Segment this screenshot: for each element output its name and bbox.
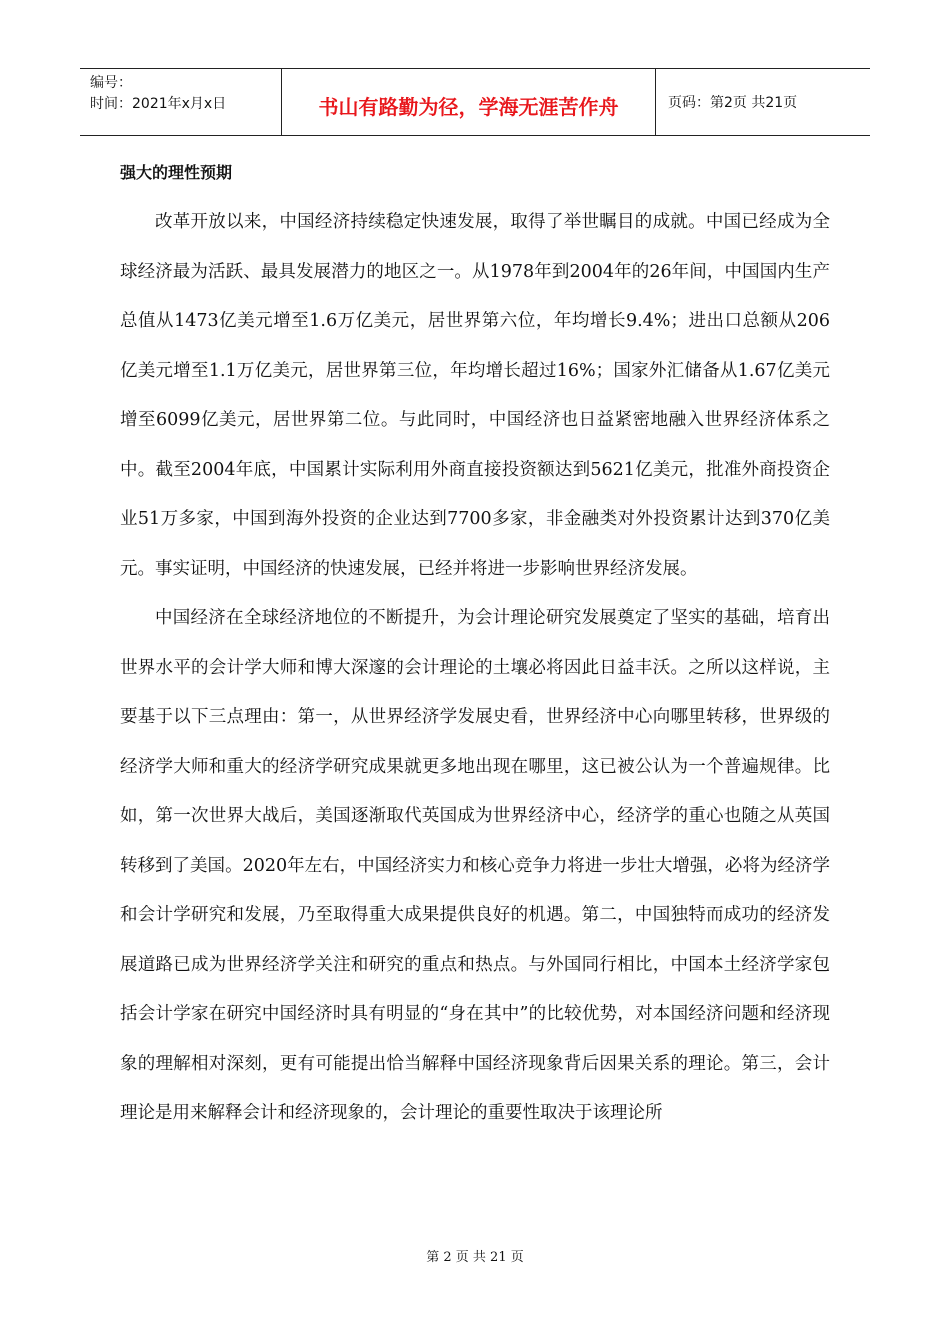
document-date-label: 时间：2021年x月x日: [90, 96, 227, 112]
page-header: [80, 68, 870, 136]
paragraph-1: 改革开放以来，中国经济持续稳定快速发展，取得了举世瞩目的成就。中国已经成为全球经济最为活跃、最具发展潜力的地区之一。从1978年到2004年的26年间，中国国内生产总值从1473亿美元增至1.6万亿美元，居世界第六位，年均增长9.4%；进出口总额从206亿美元增至1.1万亿美元，居世界第三位，年均增长超过16%；国家外汇储备从1.67亿美元增至6099亿美元，居世界第二位。与此同时，中国经济也日益紧密地融入世界经济体系之中。截至2004年底，中国累计实际利用外商直接投资额达到5621亿美元，批准外商投资企业51万多家，中国到海外投资的企业达到7700多家，非金融类对外投资累计达到370亿美元。事实证明，中国经济的快速发展，已经并将进一步影响世界经济发展。: [120, 212, 830, 579]
section-title: 强大的理性预期: [120, 163, 233, 182]
document-number-label: 编号：: [90, 75, 132, 91]
header-page-info: 页码：第2页 共21页: [668, 95, 798, 111]
document-body: [120, 198, 830, 1139]
header-motto: 书山有路勤为径，学海无涯苦作舟: [282, 69, 656, 135]
header-meta: [80, 69, 282, 135]
page-footer: 第 2 页 共 21 页: [426, 1250, 524, 1265]
paragraph-2: 中国经济在全球经济地位的不断提升，为会计理论研究发展奠定了坚实的基础，培育出世界水平的会计学大师和博大深邃的会计理论的土壤必将因此日益丰沃。之所以这样说，主要基于以下三点理由：第一，从世界经济学发展史看，世界经济中心向哪里转移，世界级的经济学大师和重大的经济学研究成果就更多地出现在哪里，这已被公认为一个普遍规律。比如，第一次世界大战后，美国逐渐取代英国成为世界经济中心，经济学的重心也随之从英国转移到了美国。2020年左右，中国经济实力和核心竞争力将进一步壮大增强，必将为经济学和会计学研究和发展，乃至取得重大成果提供良好的机遇。第二，中国独特而成功的经济发展道路已成为世界经济学关注和研究的重点和热点。与外国同行相比，中国本土经济学家包括会计学家在研究中国经济时具有明显的“身在其中”的比较优势，对本国经济问题和经济现象的理解相对深刻，更有可能提出恰当解释中国经济现象背后因果关系的理论。第三，会计理论是用来解释会计和经济现象的，会计理论的重要性取决于该理论所: [120, 608, 830, 1123]
